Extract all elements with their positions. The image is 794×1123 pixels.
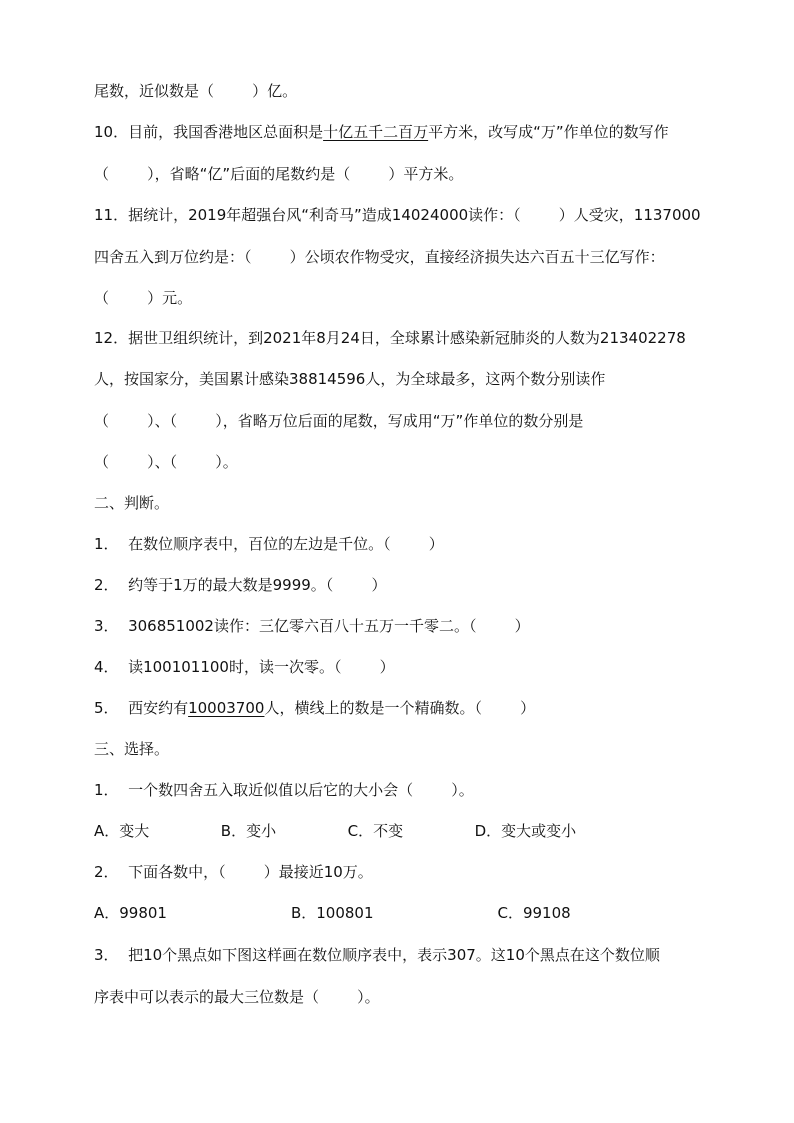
choice-question-3-line-2: [94, 987, 380, 1007]
line-text: 人，按国家分，美国累计感染38814596人，为全球最多，这两个数分别读作: [94, 370, 606, 388]
choice-question-1: [94, 780, 474, 800]
underlined-number: 十亿五千二百万: [323, 123, 429, 141]
choice-options-2: [94, 903, 571, 923]
q12-line-3: [94, 411, 583, 431]
q11-line-1: [94, 205, 701, 225]
line-text: （ ）、（ ）。: [94, 453, 238, 471]
choice-options-1: [94, 821, 576, 841]
section-heading-judge: [94, 493, 169, 513]
line-text: 12．据世卫组织统计，到2021年8月24日，全球累计感染新冠肺炎的人数为213402278: [94, 329, 686, 347]
q12-line-2: [94, 369, 605, 389]
line-text: 1． 一个数四舍五入取近似值以后它的大小会（ ）。: [94, 781, 474, 799]
q10-line-2: [94, 164, 463, 184]
line-text: （ ）、（ ），省略万位后面的尾数，写成用“万”作单位的数分别是: [94, 412, 584, 430]
line-text: 尾数，近似数是（ ）亿。: [94, 82, 298, 100]
line-text: 3． 把10个黑点如下图这样画在数位顺序表中，表示307。这10个黑点在这个数位顺: [94, 946, 660, 964]
line-text: 4． 读100101100时，读一次零。（ ）: [94, 658, 395, 676]
section-title: 三、选择。: [94, 740, 170, 758]
line-text: （ ），省略“亿”后面的尾数约是（ ）平方米。: [94, 165, 464, 183]
section-title: 二、判断。: [94, 494, 170, 512]
choice-question-3-line-1: [94, 945, 660, 965]
choice-question-2: [94, 862, 373, 882]
line-text: 3． 306851002读作：三亿零六百八十五万一千零二。（ ）: [94, 617, 530, 635]
judge-item-3: [94, 616, 530, 636]
line-text: 5． 西安约有: [94, 699, 189, 717]
line-text: 四舍五入到万位约是：（ ）公顷农作物受灾，直接经济损失达六百五十三亿写作：: [94, 248, 665, 266]
line-text: 序表中可以表示的最大三位数是（ ）。: [94, 988, 380, 1006]
q12-line-4: [94, 452, 238, 472]
section-heading-choice: [94, 739, 169, 759]
line-text: 10．目前，我国香港地区总面积是: [94, 123, 324, 141]
underlined-number: 10003700: [188, 699, 265, 717]
options-text: A．变大 B．变小 C．不变 D．变大或变小: [94, 822, 577, 840]
judge-item-2: [94, 575, 386, 595]
line-text: 2． 约等于1万的最大数是9999。（ ）: [94, 576, 387, 594]
q9-continuation: [94, 81, 297, 101]
line-text: 11．据统计，2019年超强台风“利奇马”造成14024000读作：（ ）人受灾，1137000: [94, 206, 701, 224]
line-text: 1． 在数位顺序表中，百位的左边是千位。（ ）: [94, 535, 444, 553]
line-text: （ ）元。: [94, 289, 193, 307]
options-text: A．99801 B．100801 C．99108: [94, 904, 571, 922]
judge-item-5: [94, 698, 535, 718]
line-text: 平方米，改写成“万”作单位的数写作: [428, 123, 669, 141]
line-text: 2． 下面各数中，（ ）最接近10万。: [94, 863, 373, 881]
line-text: 人，横线上的数是一个精确数。（ ）: [264, 699, 536, 717]
judge-item-4: [94, 657, 395, 677]
q11-line-2: [94, 247, 665, 267]
judge-item-1: [94, 534, 444, 554]
q10-line-1: [94, 122, 669, 142]
q12-line-1: [94, 328, 686, 348]
q11-line-3: [94, 288, 192, 308]
